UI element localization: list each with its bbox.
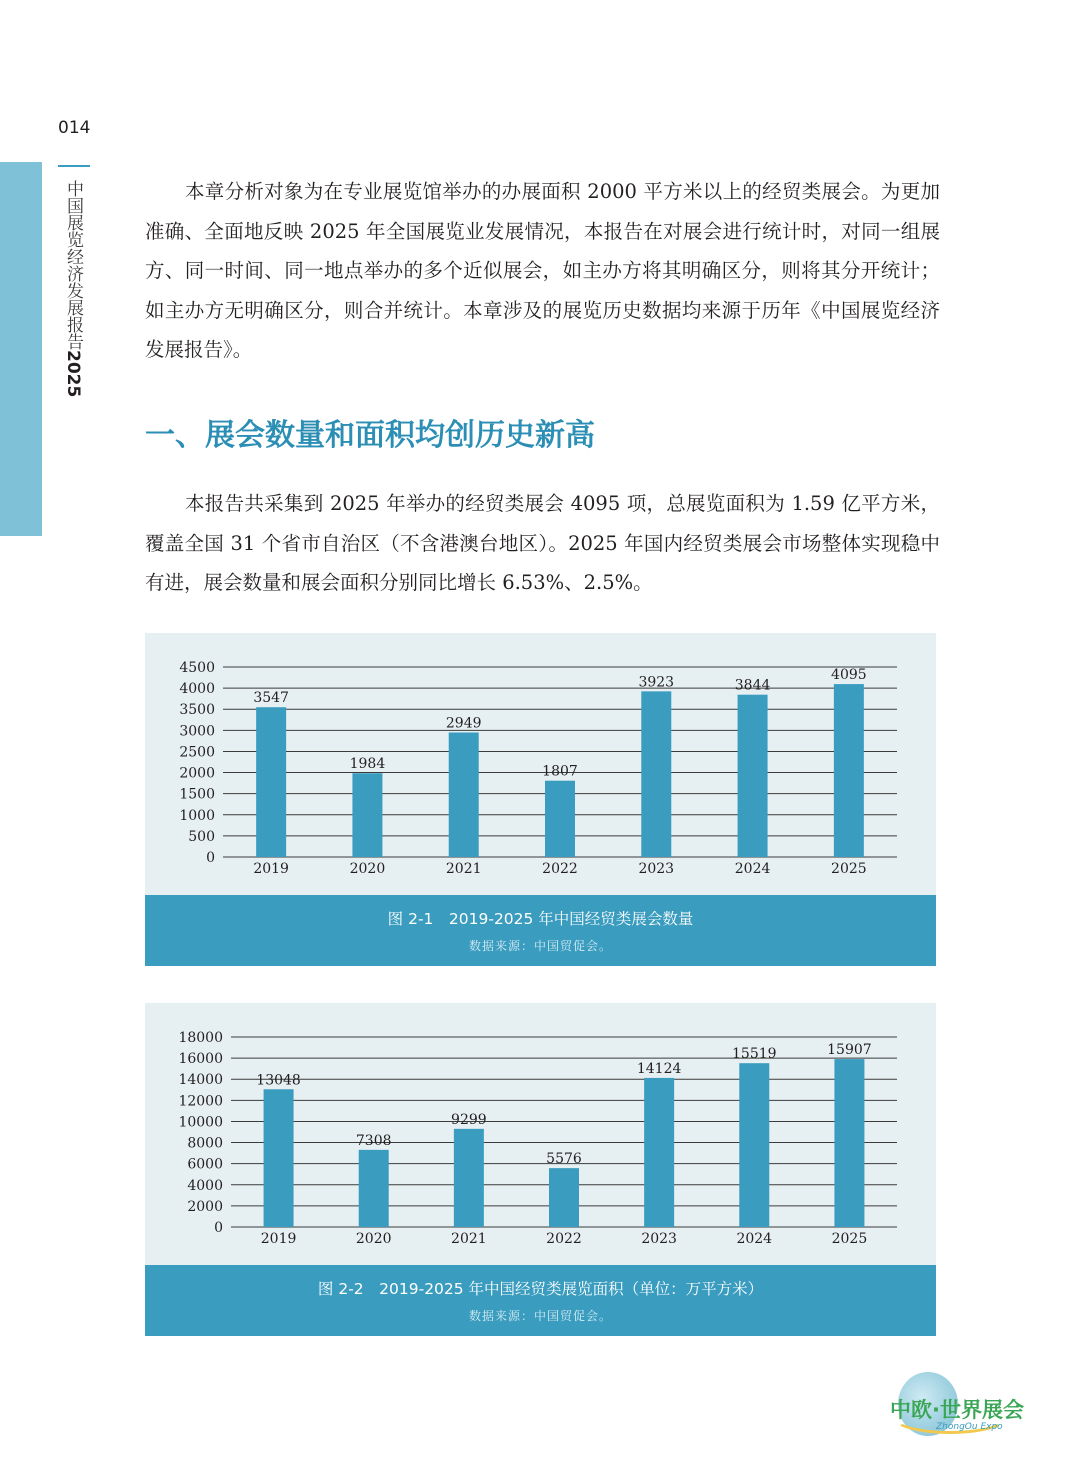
bar-2025 <box>834 684 864 857</box>
logo-text: 中欧·世界展会 <box>890 1398 1024 1422</box>
y-tick-label: 6000 <box>187 1156 223 1173</box>
chart-exhibition-count <box>145 633 936 895</box>
bar-2021 <box>454 1129 484 1227</box>
figure-2-2-title: 图 2-2 2019-2025 年中国经贸类展览面积（单位：万平方米） <box>317 1280 764 1298</box>
y-tick-label: 1500 <box>179 786 215 803</box>
y-tick-label: 500 <box>188 828 215 845</box>
y-tick-label: 2000 <box>187 1198 223 1215</box>
data-label: 1984 <box>349 756 386 773</box>
bar-2021 <box>449 732 479 857</box>
bar-2022 <box>545 781 575 857</box>
y-tick-label: 12000 <box>178 1093 223 1110</box>
data-label: 13048 <box>256 1072 301 1089</box>
bar-2023 <box>644 1078 674 1227</box>
y-tick-label: 10000 <box>178 1114 223 1131</box>
bar-2020 <box>359 1150 389 1227</box>
data-label: 5576 <box>546 1151 582 1168</box>
y-tick-label: 0 <box>206 850 215 866</box>
figure-2-1-title: 图 2-1 2019-2025 年中国经贸类展会数量 <box>387 910 694 928</box>
x-tick-label: 2019 <box>260 1231 297 1247</box>
y-tick-label: 4000 <box>179 681 215 698</box>
chart-exhibition-count-svg <box>145 633 936 895</box>
data-label: 15519 <box>732 1046 777 1063</box>
x-tick-label: 2020 <box>355 1231 392 1247</box>
zhongou-expo-logo <box>888 1370 1048 1450</box>
y-tick-label: 2500 <box>179 744 215 761</box>
x-tick-label: 2022 <box>546 1231 582 1247</box>
side-color-band <box>0 162 42 536</box>
page-number: 014 <box>58 118 91 138</box>
data-label: 3844 <box>734 677 771 694</box>
data-label: 9299 <box>451 1111 487 1128</box>
data-label: 1807 <box>542 763 578 780</box>
data-label: 3547 <box>253 690 289 707</box>
x-tick-label: 2021 <box>445 861 482 877</box>
y-tick-label: 4000 <box>187 1177 223 1194</box>
bar-2023 <box>641 691 671 857</box>
data-label: 3923 <box>638 674 675 691</box>
running-title-text: 中国展览经济发展报告 <box>63 180 83 350</box>
data-label: 14124 <box>636 1060 682 1077</box>
bar-2024 <box>738 695 768 857</box>
y-tick-label: 0 <box>214 1220 223 1236</box>
summary-paragraph: 本报告共采集到 2025 年举办的经贸类展会 4095 项，总展览面积为 1.59 亿平方米，覆盖全国 31 个省市自治区（不含港澳台地区）。2025 年国内经贸类展会市场整体实现稳中有进，展会数量和展会面积分别同比增长 6.53%、2.5%。 <box>145 492 940 594</box>
figure-2-1-caption <box>145 895 936 966</box>
section-heading: 一、展会数量和面积均创历史新高 <box>145 418 595 453</box>
accent-line <box>58 165 90 167</box>
bar-2019 <box>256 707 286 857</box>
y-tick-label: 18000 <box>178 1030 223 1046</box>
running-title <box>60 180 86 397</box>
data-label: 7308 <box>355 1132 392 1149</box>
x-tick-label: 2021 <box>451 1231 487 1247</box>
x-tick-label: 2025 <box>831 1231 868 1247</box>
y-tick-label: 3000 <box>179 723 215 740</box>
x-tick-label: 2023 <box>638 861 675 877</box>
chart-exhibition-area <box>145 1003 936 1265</box>
x-tick-label: 2020 <box>349 861 386 877</box>
x-tick-label: 2024 <box>736 1231 773 1247</box>
bar-2019 <box>264 1089 294 1227</box>
y-tick-label: 8000 <box>187 1135 223 1152</box>
running-title-year: 2025 <box>63 350 83 398</box>
data-label: 2949 <box>445 715 482 732</box>
figure-2-1-source: 数据来源：中国贸促会。 <box>468 939 612 953</box>
y-tick-label: 4500 <box>179 660 215 676</box>
x-tick-label: 2023 <box>641 1231 677 1247</box>
y-tick-label: 2000 <box>179 765 215 782</box>
y-tick-label: 1000 <box>179 807 215 824</box>
y-tick-label: 16000 <box>178 1051 223 1068</box>
figure-2-2-caption <box>145 1265 936 1336</box>
x-tick-label: 2025 <box>831 861 867 877</box>
chart-exhibition-area-svg <box>145 1003 936 1265</box>
y-tick-label: 14000 <box>178 1072 223 1089</box>
bar-2022 <box>549 1168 579 1227</box>
y-tick-label: 3500 <box>179 702 215 719</box>
intro-paragraph: 本章分析对象为在专业展览馆举办的办展面积 2000 平方米以上的经贸类展会。为更加准确、全面地反映 2025 年全国展览业发展情况，本报告在对展会进行统计时，对同一组展方、同一时间、同一地点举办的多个近似展会，如主办方将其明确区分，则将其分开统计；如主办方无明确区分，则合并统计。本章涉及的展览历史数据均来源于历年《中国展览经济发展报告》。 <box>145 180 940 361</box>
x-tick-label: 2024 <box>734 861 771 877</box>
x-tick-label: 2019 <box>253 861 289 877</box>
x-tick-label: 2022 <box>542 861 578 877</box>
data-label: 15907 <box>827 1042 872 1059</box>
logo-subtext: ZhongOu Expo <box>936 1422 1003 1432</box>
bar-2020 <box>352 773 382 857</box>
bar-2025 <box>834 1059 864 1227</box>
figure-2-2-source: 数据来源：中国贸促会。 <box>468 1309 612 1323</box>
data-label: 4095 <box>831 667 867 684</box>
bar-2024 <box>739 1063 769 1227</box>
